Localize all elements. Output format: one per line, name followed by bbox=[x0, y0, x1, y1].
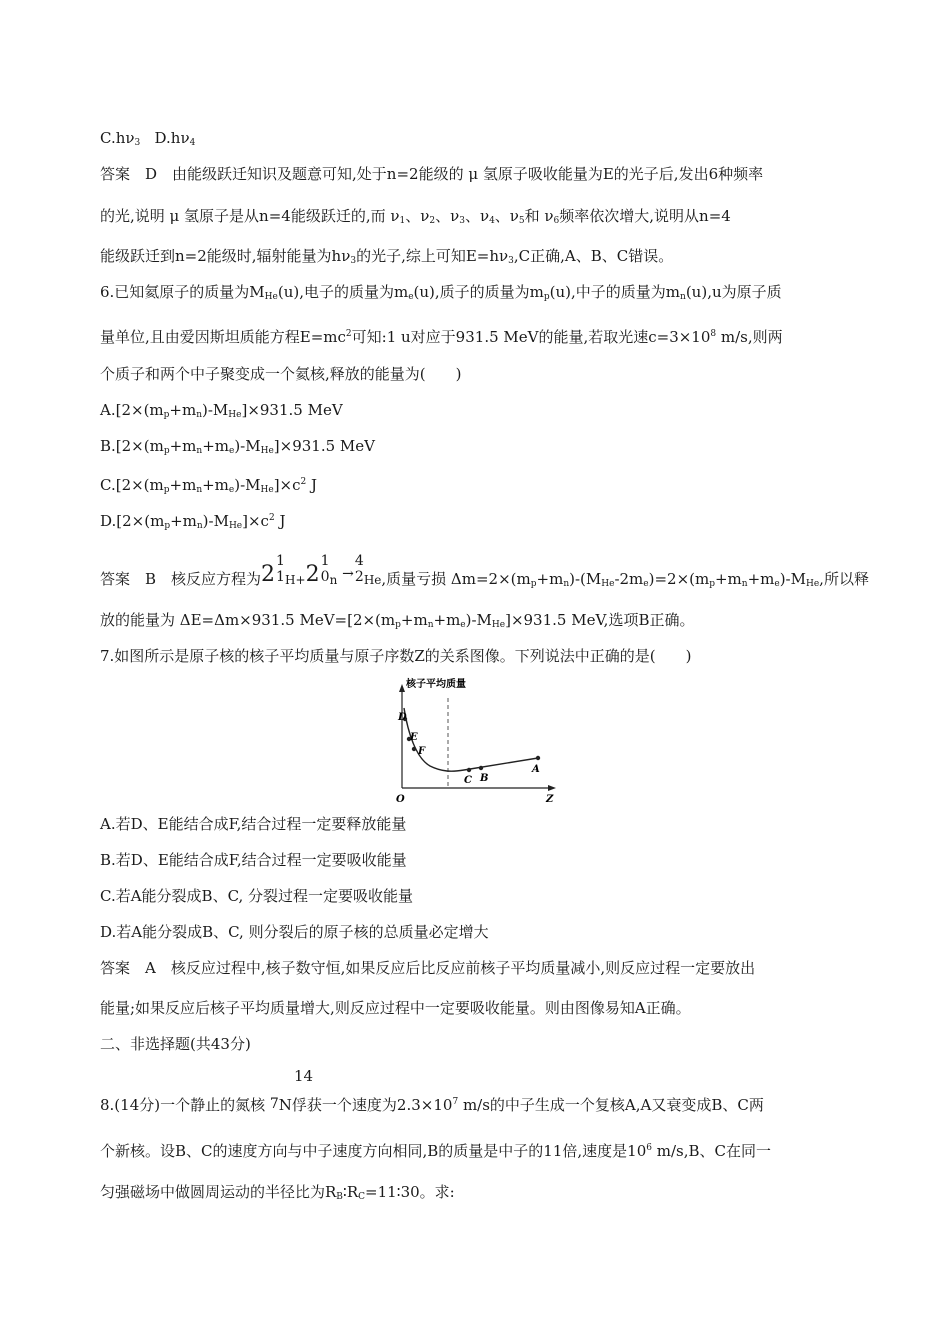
subscript: p bbox=[164, 521, 171, 531]
subscript: p bbox=[543, 292, 550, 302]
point-f bbox=[412, 747, 416, 751]
point-b bbox=[479, 766, 483, 770]
subscript: n bbox=[427, 620, 434, 630]
text: ]×931.5 MeV bbox=[273, 437, 375, 455]
q5-option-d: D.hν bbox=[154, 129, 190, 147]
q8-nuclide-mass-number: 14 bbox=[294, 1067, 314, 1085]
text: +m bbox=[202, 437, 229, 455]
subscript: He bbox=[264, 292, 278, 302]
q7-option-b: B.若D、E能结合成F,结合过程一定要吸收能量 bbox=[100, 851, 407, 869]
subscript: 5 bbox=[518, 216, 525, 226]
point-label-f: F bbox=[418, 746, 426, 757]
text: =11∶30。求: bbox=[365, 1183, 455, 1201]
mass-number: 1 bbox=[320, 553, 330, 569]
subscript: B bbox=[336, 1192, 343, 1202]
subscript: 6 bbox=[553, 216, 560, 226]
text: ,C正确,A、B、C错误。 bbox=[513, 247, 674, 265]
x-axis-label: Z bbox=[546, 794, 554, 805]
text: )-M bbox=[202, 512, 229, 530]
subscript: n bbox=[196, 521, 203, 531]
q7-stem: 7.如图所示是原子核的核子平均质量与原子序数Z的关系图像。下列说法中正确的是( ) bbox=[100, 647, 692, 665]
q6-stem-line1 bbox=[100, 282, 860, 307]
text: +m bbox=[169, 401, 197, 419]
subscript: p bbox=[163, 410, 170, 420]
text: C.[2×(m bbox=[100, 476, 164, 494]
q8-stem-line3 bbox=[100, 1182, 860, 1207]
text: ]×c bbox=[242, 512, 269, 530]
subscript: 3 bbox=[508, 256, 514, 266]
text: )-M bbox=[234, 437, 261, 455]
q7-option-d: D.若A能分裂成B、C, 则分裂后的原子核的总质量必定增大 bbox=[100, 923, 489, 941]
subscript: e bbox=[460, 620, 466, 630]
origin-label: O bbox=[396, 794, 405, 805]
text: 答案 B 核反应方程为 bbox=[100, 570, 262, 588]
text: +m bbox=[747, 570, 775, 588]
text: +m bbox=[170, 512, 197, 530]
point-label-c: C bbox=[464, 775, 472, 786]
subscript: 3 bbox=[134, 138, 141, 148]
subscript: e bbox=[774, 579, 780, 589]
subscript: He bbox=[491, 620, 506, 630]
subscript: p bbox=[530, 579, 537, 589]
subscript: p bbox=[395, 620, 401, 630]
q7-answer-line1: 答案 A 核反应过程中,核子数守恒,如果反应后比反应前核子平均质量减小,则反应过程一定要放出 bbox=[100, 959, 756, 977]
mass-number: 1 bbox=[276, 553, 285, 569]
text: 可知:1 u对应于931.5 MeV的能量,若取光速c=3×10 bbox=[351, 328, 711, 346]
text: 匀强磁场中做圆周运动的半径比为R bbox=[100, 1183, 337, 1201]
text: (u),u为原子质 bbox=[685, 283, 782, 301]
q5-answer-line1: 答案 D 由能级跃迁知识及题意可知,处于n=2能级的 μ 氢原子吸收能量为E的光子后,发出6种频率 bbox=[100, 165, 764, 183]
text: 频率依次增大,说明从n=4 bbox=[559, 207, 731, 225]
q6-stem-line3: 个质子和两个中子聚变成一个氦核,释放的能量为( ) bbox=[100, 365, 462, 383]
q5-answer-line3 bbox=[100, 246, 860, 271]
atomic-number: 7 bbox=[269, 1096, 279, 1112]
text: +m bbox=[169, 476, 197, 494]
q5-options-cd bbox=[100, 128, 860, 153]
subscript: He bbox=[260, 485, 274, 495]
text: -2m bbox=[614, 570, 644, 588]
atomic-number: 0 bbox=[320, 569, 330, 585]
text: +m bbox=[714, 570, 742, 588]
subscript: He bbox=[228, 410, 242, 420]
text: m/s,则两 bbox=[716, 328, 783, 346]
subscript: p bbox=[709, 579, 715, 589]
subscript: He bbox=[228, 521, 243, 531]
text: m/s的中子生成一个复核A,A又衰变成B、C两 bbox=[458, 1096, 764, 1114]
equation-coefficient: 2 bbox=[261, 562, 276, 587]
equation-coefficient: 2 bbox=[305, 562, 320, 587]
y-axis-label: 核子平均质量 bbox=[406, 679, 466, 690]
text: (u),电子的质量为m bbox=[277, 283, 409, 301]
subscript: n bbox=[680, 292, 686, 302]
text: ]×931.5 MeV bbox=[241, 401, 343, 419]
text: 放的能量为 ΔE=Δm×931.5 MeV=[2×(m bbox=[100, 611, 396, 629]
text: +m bbox=[169, 437, 197, 455]
q7-option-c: C.若A能分裂成B、C, 分裂过程一定要吸收能量 bbox=[100, 887, 414, 905]
text: ∶R bbox=[342, 1183, 359, 1201]
text: )-(M bbox=[569, 570, 602, 588]
nuclide-symbol: N bbox=[278, 1096, 292, 1114]
text: (u),质子的质量为m bbox=[413, 283, 544, 301]
superscript: 2 bbox=[300, 477, 307, 487]
x-axis-arrow-icon bbox=[548, 785, 556, 791]
q6-answer-line2 bbox=[100, 610, 860, 635]
q6-option-b bbox=[100, 436, 860, 461]
point-c bbox=[467, 768, 471, 772]
subscript: p bbox=[163, 485, 170, 495]
point-label-a: A bbox=[532, 764, 540, 775]
text: ,所以释 bbox=[819, 570, 869, 588]
subscript: e bbox=[643, 579, 649, 589]
subscript: He bbox=[601, 579, 615, 589]
text: +m bbox=[202, 476, 229, 494]
text: +m bbox=[433, 611, 461, 629]
subscript: 2 bbox=[429, 216, 436, 226]
subscript: He bbox=[805, 579, 820, 589]
text: 俘获一个速度为2.3×10 bbox=[291, 1096, 453, 1114]
q8-stem-line1 bbox=[100, 1092, 860, 1116]
q7-figure bbox=[392, 678, 562, 808]
y-axis-arrow-icon bbox=[399, 684, 405, 692]
atomic-number: 2 bbox=[354, 569, 364, 585]
subscript: n bbox=[196, 446, 203, 456]
subscript: p bbox=[163, 446, 170, 456]
text: B.[2×(m bbox=[100, 437, 164, 455]
text: 6.已知氦原子的质量为M bbox=[100, 283, 265, 301]
text: ]×c bbox=[273, 476, 301, 494]
subscript: n bbox=[196, 485, 203, 495]
text: 的光,说明 μ 氢原子是从n=4能级跃迁的,而 ν bbox=[100, 207, 400, 225]
subscript: 3 bbox=[350, 256, 357, 266]
text: )-M bbox=[779, 570, 806, 588]
subscript: e bbox=[228, 485, 235, 495]
mass-curve bbox=[404, 708, 538, 771]
text: ,质量亏损 Δm=2×(m bbox=[381, 570, 531, 588]
nuclide-indices bbox=[320, 553, 330, 585]
q6-answer-line1 bbox=[100, 553, 869, 589]
arrow-icon: → bbox=[342, 566, 354, 582]
point-a bbox=[536, 756, 540, 760]
text: D.[2×(m bbox=[100, 512, 165, 530]
subscript: 4 bbox=[189, 138, 196, 148]
nuclide-symbol: H+ bbox=[285, 573, 306, 587]
text: 、ν bbox=[494, 207, 519, 225]
text: J bbox=[306, 476, 318, 494]
superscript: 2 bbox=[345, 329, 352, 339]
text: J bbox=[274, 512, 286, 530]
text: 、ν bbox=[405, 207, 430, 225]
q5-answer-line2 bbox=[100, 206, 860, 231]
point-label-b: B bbox=[480, 773, 489, 784]
text: +m bbox=[400, 611, 428, 629]
subscript: He bbox=[260, 446, 274, 456]
subscript: 3 bbox=[459, 216, 465, 226]
subscript: e bbox=[408, 292, 414, 302]
point-label-d: D bbox=[398, 712, 407, 723]
q6-option-c bbox=[100, 472, 860, 500]
q8-stem-line2 bbox=[100, 1138, 860, 1161]
nuclide-symbol: He bbox=[363, 573, 382, 587]
q7-option-a: A.若D、E能结合成F,结合过程一定要释放能量 bbox=[100, 815, 407, 833]
text: )=2×(m bbox=[648, 570, 710, 588]
text: 量单位,且由爱因斯坦质能方程E=mc bbox=[100, 328, 346, 346]
point-label-e: E bbox=[410, 732, 418, 743]
text: )-M bbox=[202, 401, 229, 419]
subscript: n bbox=[196, 410, 202, 420]
superscript: 2 bbox=[268, 513, 275, 523]
text: 个新核。设B、C的速度方向与中子速度方向相同,B的质量是中子的11倍,速度是10 bbox=[100, 1142, 647, 1160]
q6-stem-line2 bbox=[100, 324, 860, 347]
text: 的光子,综上可知E=hν bbox=[356, 247, 509, 265]
text: )-M bbox=[465, 611, 492, 629]
text: +m bbox=[536, 570, 564, 588]
text: (u),中子的质量为m bbox=[549, 283, 681, 301]
nuclide-indices bbox=[275, 553, 285, 585]
subscript: 4 bbox=[489, 216, 495, 226]
superscript: 8 bbox=[710, 329, 717, 339]
text: 8.(14分)一个静止的氮核 bbox=[100, 1096, 270, 1114]
nuclide-symbol: n bbox=[329, 573, 338, 587]
nuclide-indices bbox=[354, 553, 364, 585]
mass-number: 4 bbox=[354, 553, 364, 569]
text: )-M bbox=[234, 476, 261, 494]
q5-option-c: C.hν bbox=[100, 129, 135, 147]
text: 和 ν bbox=[524, 207, 554, 225]
q6-option-a bbox=[100, 400, 860, 425]
text: 能级跃迁到n=2能级时,辐射能量为hν bbox=[100, 247, 351, 265]
section-heading: 二、非选择题(共43分) bbox=[100, 1035, 251, 1053]
q6-option-d bbox=[100, 508, 860, 536]
subscript: n bbox=[741, 579, 748, 589]
subscript: n bbox=[563, 579, 570, 589]
text: m/s,B、C在同一 bbox=[651, 1142, 771, 1160]
superscript: 6 bbox=[646, 1143, 652, 1153]
text: 、ν bbox=[464, 207, 490, 225]
superscript: 7 bbox=[452, 1097, 459, 1107]
q7-answer-line2: 能量;如果反应后核子平均质量增大,则反应过程中一定要吸收能量。则由图像易知A正确。 bbox=[100, 999, 691, 1017]
mass-vs-z-graph bbox=[392, 678, 562, 808]
text: ]×931.5 MeV,选项B正确。 bbox=[505, 611, 695, 629]
subscript: C bbox=[358, 1192, 366, 1202]
subscript: e bbox=[229, 446, 235, 456]
atomic-number: 1 bbox=[276, 569, 285, 585]
subscript: 1 bbox=[399, 216, 406, 226]
text: A.[2×(m bbox=[100, 401, 164, 419]
text: 、ν bbox=[435, 207, 460, 225]
